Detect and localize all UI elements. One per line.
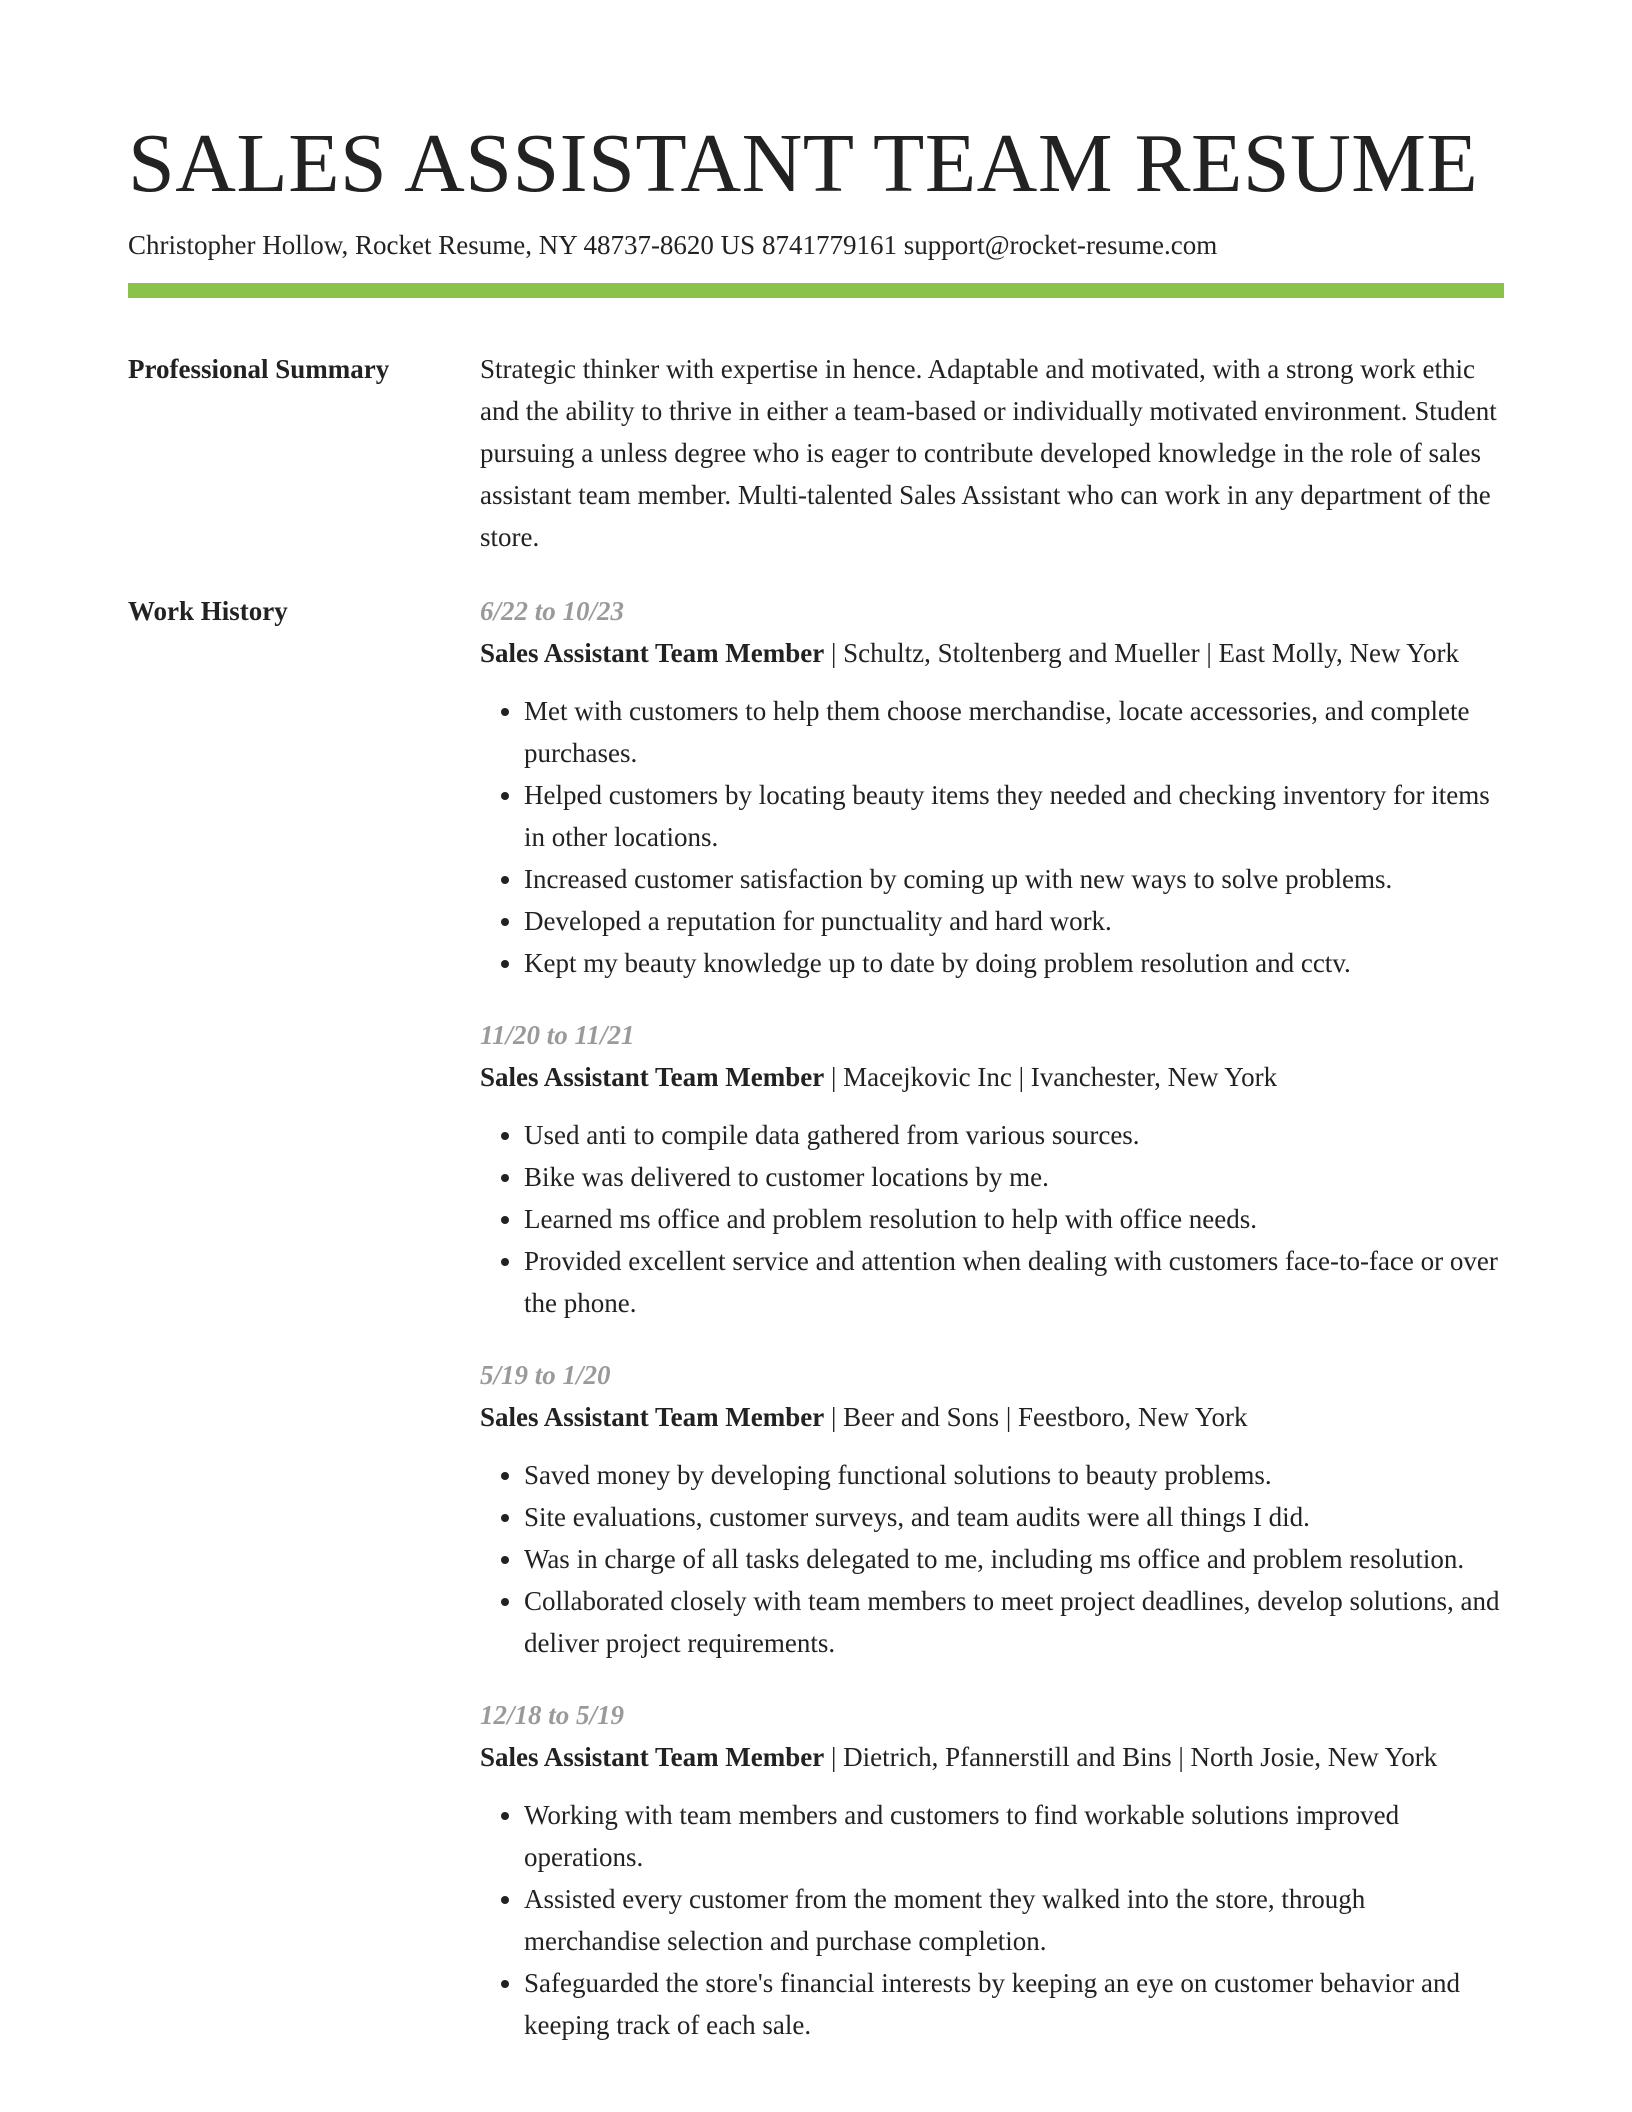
job-entry bbox=[480, 1354, 1504, 1664]
resume-title: SALES ASSISTANT TEAM RESUME bbox=[128, 117, 1479, 210]
job-bullet: • Met with customers to help them choose merchandise, locate accessories, and complete purchases. bbox=[524, 690, 1504, 774]
work-history-body bbox=[480, 590, 1504, 2076]
job-bullet-list bbox=[480, 1794, 1504, 2046]
job-bullet: • Working with team members and customers to find workable solutions improved operations. bbox=[524, 1794, 1504, 1878]
job-bullet: • Kept my beauty knowledge up to date by doing problem resolution and cctv. bbox=[524, 942, 1504, 984]
job-bullet: • Assisted every customer from the moment they walked into the store, through merchandise selection and purchase completion. bbox=[524, 1878, 1504, 1962]
job-entry bbox=[480, 1014, 1504, 1324]
job-title: Sales Assistant Team Member bbox=[480, 1742, 825, 1773]
job-bullet: • Saved money by developing functional solutions to beauty problems. bbox=[524, 1454, 1504, 1496]
job-details: | Beer and Sons | Feestboro, New York bbox=[824, 1402, 1248, 1433]
job-entry bbox=[480, 1694, 1504, 2046]
summary-text: Strategic thinker with expertise in hence. Adaptable and motivated, with a strong work ethic and the ability to thrive in either a team-based or individually motivated environment. Student pursuing a unless degree who is eager to contribute developed knowledge in the role of sales assistant team member. Multi-talented Sales Assistant who can work in any department of the store. bbox=[480, 354, 1497, 553]
job-bullet: • Increased customer satisfaction by coming up with new ways to solve problems. bbox=[524, 858, 1504, 900]
section-label-work-history: Work History bbox=[128, 596, 288, 627]
job-bullet: • Collaborated closely with team members to meet project deadlines, develop solutions, and deliver project requirements. bbox=[524, 1580, 1504, 1664]
job-dates: 5/19 to 1/20 bbox=[480, 1360, 611, 1391]
job-dates: 11/20 to 11/21 bbox=[480, 1020, 635, 1051]
work-history-section bbox=[128, 590, 1504, 2076]
job-bullet-list bbox=[480, 690, 1504, 984]
job-heading bbox=[480, 1736, 1504, 1778]
job-bullet-list bbox=[480, 1114, 1504, 1324]
job-bullet: • Learned ms office and problem resolution to help with office needs. bbox=[524, 1198, 1504, 1240]
job-bullet: • Used anti to compile data gathered from various sources. bbox=[524, 1114, 1504, 1156]
job-bullet: • Safeguarded the store's financial interests by keeping an eye on customer behavior and keeping track of each sale. bbox=[524, 1962, 1504, 2046]
job-bullet: • Site evaluations, customer surveys, and team audits were all things I did. bbox=[524, 1496, 1504, 1538]
job-title: Sales Assistant Team Member bbox=[480, 638, 825, 669]
job-bullet: • Bike was delivered to customer locations by me. bbox=[524, 1156, 1504, 1198]
job-dates: 12/18 to 5/19 bbox=[480, 1700, 625, 1731]
contact-line: Christopher Hollow, Rocket Resume, NY 48737-8620 US 8741779161 support@rocket-resume.com bbox=[128, 230, 1218, 260]
job-details: | Dietrich, Pfannerstill and Bins | North Josie, New York bbox=[824, 1742, 1438, 1773]
job-details: | Schultz, Stoltenberg and Mueller | East Molly, New York bbox=[824, 638, 1460, 669]
job-heading bbox=[480, 632, 1504, 674]
job-heading bbox=[480, 1396, 1504, 1438]
professional-summary-section bbox=[128, 348, 1504, 558]
job-dates: 6/22 to 10/23 bbox=[480, 596, 625, 627]
accent-divider bbox=[128, 283, 1504, 298]
job-entry bbox=[480, 590, 1504, 984]
job-title: Sales Assistant Team Member bbox=[480, 1402, 825, 1433]
summary-body bbox=[480, 348, 1504, 558]
job-title: Sales Assistant Team Member bbox=[480, 1062, 825, 1093]
job-bullet: • Was in charge of all tasks delegated to me, including ms office and problem resolution. bbox=[524, 1538, 1504, 1580]
job-bullet-list bbox=[480, 1454, 1504, 1664]
job-bullet: • Provided excellent service and attention when dealing with customers face-to-face or over the phone. bbox=[524, 1240, 1504, 1324]
job-details: | Macejkovic Inc | Ivanchester, New York bbox=[824, 1062, 1278, 1093]
job-bullet: • Developed a reputation for punctuality and hard work. bbox=[524, 900, 1504, 942]
job-bullet: • Helped customers by locating beauty items they needed and checking inventory for items in other locations. bbox=[524, 774, 1504, 858]
job-heading bbox=[480, 1056, 1504, 1098]
section-label-summary: Professional Summary bbox=[128, 354, 390, 385]
